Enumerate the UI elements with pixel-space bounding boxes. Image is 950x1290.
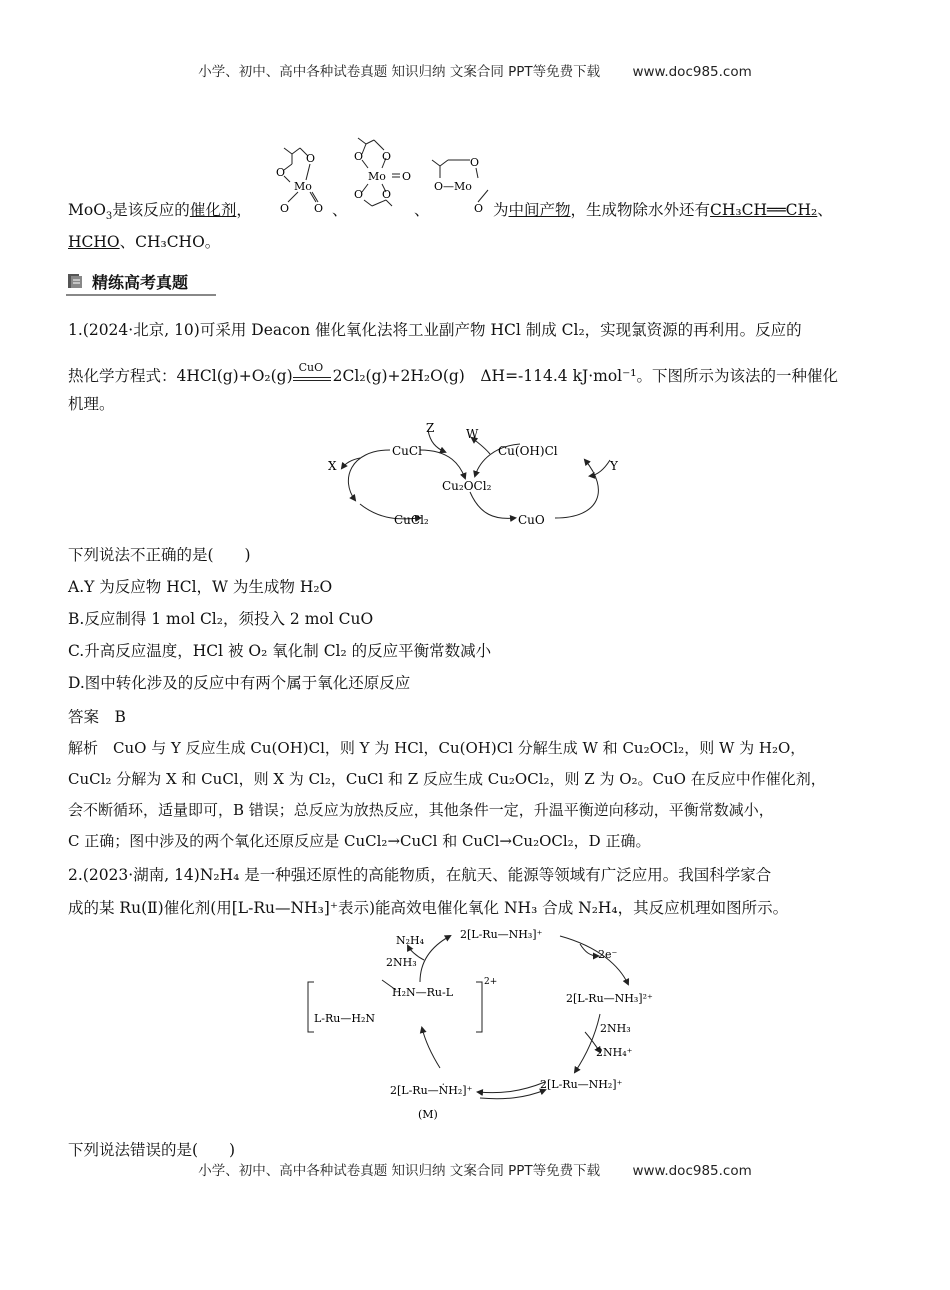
q1-equation-left: 热化学方程式：4HCl(g)+O₂(g) xyxy=(68,367,293,385)
mol2-o-double: O xyxy=(402,170,412,183)
intro-line-1 xyxy=(68,198,252,222)
q2-nh4: 2NH₄⁺ xyxy=(596,1046,633,1059)
q2-stem: 下列说法错误的是( ) xyxy=(68,1141,236,1159)
catalyst-answer: 催化剂 xyxy=(189,201,237,219)
q1-answer: 答案 B xyxy=(68,708,126,726)
q1-mechanism-diagram xyxy=(320,420,640,530)
intro-text-7: 、CH₃CHO。 xyxy=(119,233,221,251)
q1-stem: 下列说法不正确的是( ) xyxy=(68,546,251,564)
q1-cucl2: CuCl₂ xyxy=(394,513,429,527)
section-heading xyxy=(66,268,216,296)
intro-text-6: 、 xyxy=(817,201,833,219)
mol1-o-bottom-right: O xyxy=(314,202,324,215)
q1-equation-right: 2Cl₂(g)+2H₂O(g) ΔH=-114.4 kJ·mol⁻¹。下图所示为该法的一种催化 xyxy=(332,367,839,385)
mol2-o-3: O xyxy=(354,188,364,201)
intro-text-5: ，生成物除水外还有 xyxy=(570,201,711,219)
q1-condition: CuO xyxy=(298,361,324,374)
q1-cucl: CuCl xyxy=(392,444,422,458)
intro-text-3: ， xyxy=(236,201,252,219)
header-site-link[interactable]: www.doc985.com xyxy=(632,64,752,80)
mol1-mo: Mo xyxy=(294,180,312,193)
q1-analysis-3: 会不断循环，适量即可，B 错误；总反应为放热反应，其他条件一定，升温平衡逆向移动，平衡常数减小， xyxy=(68,801,774,819)
mol2-o-1: O xyxy=(354,150,364,163)
mol3-o-mo: O—Mo xyxy=(434,180,472,193)
mol1-o-right: O xyxy=(306,152,316,165)
header-text: 小学、初中、高中各种试卷真题 知识归纳 文案合同 PPT等免费下载 xyxy=(198,64,601,80)
product-propene: CH₃CH══CH₂ xyxy=(710,201,818,219)
q1-option-b: B.反应制得 1 mol Cl₂，须投入 2 mol CuO xyxy=(68,610,374,628)
q1-z: Z xyxy=(426,421,435,435)
mol3-o-bottom: O xyxy=(474,202,484,215)
intro-comma-1: 、 xyxy=(332,201,348,219)
q1-equals-sign xyxy=(293,377,331,381)
q1-line-3: 机理。 xyxy=(68,395,115,413)
q1-analysis-2: CuCl₂ 分解为 X 和 CuCl，则 X 为 Cl₂，CuCl 和 Z 反应生成 Cu₂OCl₂，则 Z 为 O₂。CuO 在反应中作催化剂， xyxy=(68,770,826,788)
q1-y: Y xyxy=(610,459,618,473)
footer-site-link[interactable]: www.doc985.com xyxy=(632,1163,752,1179)
q2-m-label: (M) xyxy=(418,1108,438,1121)
intro-comma-2: 、 xyxy=(414,201,430,219)
q1-cuo: CuO xyxy=(518,513,545,527)
intro-text-4: 为 xyxy=(493,201,509,219)
q2-line-1: 2.(2023·湖南, 14)N₂H₄ 是一种强还原性的高能物质，在航天、能源等领域有广泛应用。我国科学家合 xyxy=(68,866,772,884)
q1-x: X xyxy=(328,459,337,473)
mol2-mo: Mo xyxy=(368,170,386,183)
q2-dimer-bottom: L-Ru—H₂N xyxy=(314,1012,376,1025)
molecule-structures xyxy=(270,130,500,220)
q2-right2: 2[L-Ru—NH₂]⁺ xyxy=(540,1078,623,1091)
q2-line-2: 成的某 Ru(Ⅱ)催化剂(用[L-Ru—NH₃]⁺表示)能高效电催化氧化 NH₃ 合成 N₂H₄，其反应机理如图所示。 xyxy=(68,899,789,917)
product-hcho: HCHO xyxy=(68,233,120,251)
q2-mechanism-diagram xyxy=(300,922,680,1132)
q2-n2h4: N₂H₄ xyxy=(396,934,425,947)
moo3-text: MoO xyxy=(68,201,106,219)
q1-cuohcl: Cu(OH)Cl xyxy=(498,444,558,458)
q2-nh3-right: 2NH₃ xyxy=(600,1022,631,1035)
q1-option-a: A.Y 为反应物 HCl，W 为生成物 H₂O xyxy=(68,578,333,596)
footer-text: 小学、初中、高中各种试卷真题 知识归纳 文案合同 PPT等免费下载 xyxy=(198,1163,601,1179)
q1-line-1: 1.(2024·北京, 10)可采用 Deacon 催化氧化法将工业副产物 HCl 制成 Cl₂，实现氯资源的再利用。反应的 xyxy=(68,321,802,339)
mol1-o-bottom-left: O xyxy=(280,202,290,215)
mol3-o-top: O xyxy=(470,156,480,169)
q2-dimer-top: H₂N—Ru-L xyxy=(392,986,454,999)
document-icon xyxy=(67,273,83,289)
intermediate-answer: 中间产物 xyxy=(508,201,571,219)
q1-option-d: D.图中转化涉及的反应中有两个属于氧化还原反应 xyxy=(68,674,411,692)
page-footer xyxy=(0,1159,950,1179)
page-header xyxy=(0,60,950,80)
q2-m: 2[L-Ru—ṄH₂]⁺ xyxy=(390,1084,473,1097)
q1-cu2ocl2: Cu₂OCl₂ xyxy=(442,479,492,493)
moo3-sub: 3 xyxy=(105,211,113,223)
mol1-o-left: O xyxy=(276,166,286,179)
intro-text-2: 是该反应的 xyxy=(112,201,190,219)
q1-w: W xyxy=(466,427,479,441)
q1-line-2 xyxy=(68,361,839,386)
intro-line-2 xyxy=(68,230,220,252)
q2-top: 2[L-Ru—NH₃]⁺ xyxy=(460,928,543,941)
q2-right1: 2[L-Ru—NH₃]²⁺ xyxy=(566,992,653,1005)
section-title: 精练高考真题 xyxy=(92,273,189,292)
q1-option-c: C.升高反应温度，HCl 被 O₂ 氧化制 Cl₂ 的反应平衡常数减小 xyxy=(68,642,492,660)
mol2-o-2: O xyxy=(382,150,392,163)
q1-analysis-4: C 正确；图中涉及的两个氧化还原反应是 CuCl₂→CuCl 和 CuCl→Cu₂OCl₂，D 正确。 xyxy=(68,832,651,850)
q2-nh3-left: 2NH₃ xyxy=(386,956,417,969)
q1-analysis-1: 解析 CuO 与 Y 反应生成 Cu(OH)Cl，则 Y 为 HCl，Cu(OH)Cl 分解生成 W 和 Cu₂OCl₂，则 W 为 H₂O， xyxy=(68,739,806,757)
mol2-o-4: O xyxy=(382,188,392,201)
q2-2e: 2e⁻ xyxy=(598,948,618,961)
intro-line-1b xyxy=(493,198,833,220)
q2-dimer-charge: 2+ xyxy=(484,977,498,987)
